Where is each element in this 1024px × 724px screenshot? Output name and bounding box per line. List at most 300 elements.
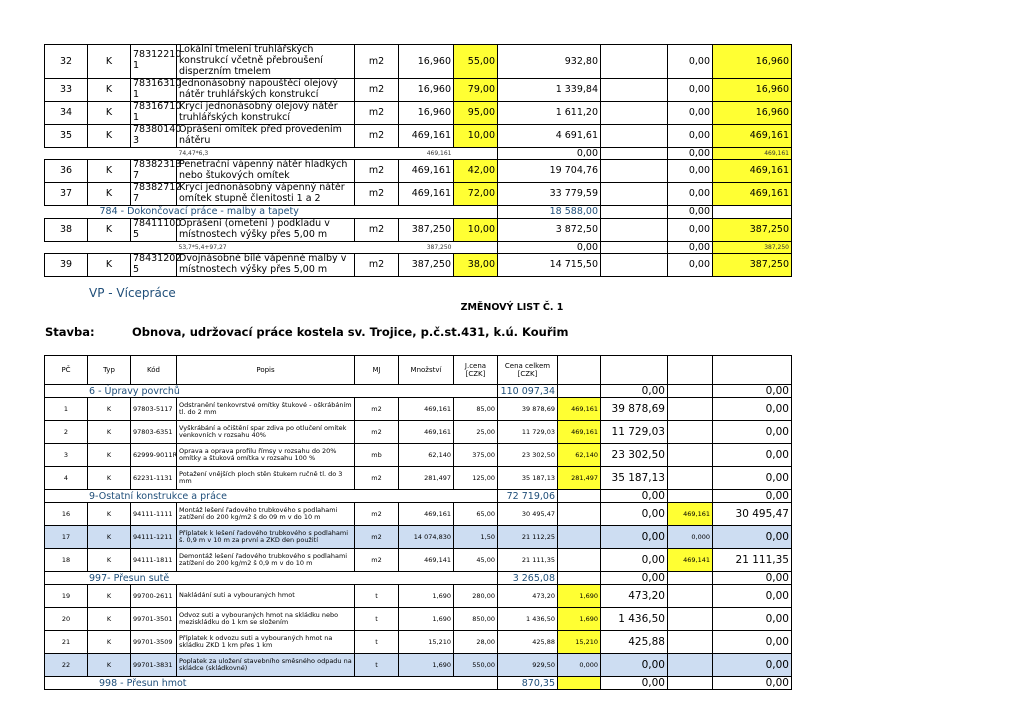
item-total: 4 691,61 bbox=[498, 124, 601, 147]
item-type: K bbox=[88, 101, 131, 124]
item-highlight-qty: 16,960 bbox=[713, 101, 792, 124]
table-row bbox=[45, 526, 792, 549]
header-pc: PČ bbox=[45, 356, 88, 385]
item-highlight-qty: 469,161 bbox=[558, 421, 601, 444]
table-row bbox=[45, 398, 792, 421]
item-empty bbox=[601, 218, 668, 241]
item-code: 78411100 5 bbox=[131, 218, 177, 241]
header-popis: Popis bbox=[177, 356, 355, 385]
calc-value-2: 0,00 bbox=[668, 241, 713, 253]
item-unit-price: 55,00 bbox=[454, 45, 498, 79]
item-type: K bbox=[88, 585, 131, 608]
item-quantity: 469,161 bbox=[399, 182, 454, 205]
item-number: 20 bbox=[45, 608, 88, 631]
item-description: Poplatek za uložení stavebního směsného odpadu na skládce (skládkovné) bbox=[177, 654, 355, 677]
item-unit: t bbox=[355, 585, 399, 608]
item-number: 19 bbox=[45, 585, 88, 608]
item-total: 1 611,20 bbox=[498, 101, 601, 124]
item-change-total: 0,00 bbox=[601, 526, 668, 549]
item-quantity: 62,140 bbox=[399, 444, 454, 467]
item-unit-price: 10,00 bbox=[454, 218, 498, 241]
item-highlight-qty: 16,960 bbox=[713, 45, 792, 79]
item-unit-price: 72,00 bbox=[454, 182, 498, 205]
item-description: Krycí jednonásobný olejový nátěr truhlářských konstrukcí bbox=[177, 101, 355, 124]
item-change-total: 0,00 bbox=[601, 503, 668, 526]
item-total: 23 302,50 bbox=[498, 444, 558, 467]
section-empty bbox=[713, 205, 792, 218]
item-empty bbox=[558, 549, 601, 572]
item-unit-price: 550,00 bbox=[454, 654, 498, 677]
item-code: 62999-9011R bbox=[131, 444, 177, 467]
item-change-total: 1 436,50 bbox=[601, 608, 668, 631]
item-unit-price: 45,00 bbox=[454, 549, 498, 572]
header-kod: Kód bbox=[131, 356, 177, 385]
top-items-table bbox=[44, 44, 792, 277]
item-final-total: 0,00 bbox=[713, 585, 792, 608]
item-type: K bbox=[88, 631, 131, 654]
item-quantity: 469,141 bbox=[399, 549, 454, 572]
section-final: 0,00 bbox=[713, 490, 792, 503]
header-typ: Typ bbox=[88, 356, 131, 385]
item-unit-price: 25,00 bbox=[454, 421, 498, 444]
item-unit-price: 95,00 bbox=[454, 101, 498, 124]
item-total: 39 878,69 bbox=[498, 398, 558, 421]
item-quantity: 281,497 bbox=[399, 467, 454, 490]
table-row bbox=[45, 218, 792, 241]
calc-quantity: 469,161 bbox=[426, 149, 452, 157]
item-code: 78312210 1 bbox=[131, 45, 177, 79]
item-quantity: 16,960 bbox=[399, 101, 454, 124]
item-type: K bbox=[88, 549, 131, 572]
section-final: 0,00 bbox=[713, 385, 792, 398]
item-quantity: 469,161 bbox=[399, 421, 454, 444]
item-unit: m2 bbox=[355, 218, 399, 241]
item-empty bbox=[668, 421, 713, 444]
item-code: 99701-3831 bbox=[131, 654, 177, 677]
item-highlight-qty: 15,210 bbox=[558, 631, 601, 654]
item-total: 35 187,13 bbox=[498, 467, 558, 490]
section-row bbox=[45, 490, 792, 503]
item-final-total: 0,00 bbox=[713, 421, 792, 444]
section-empty bbox=[558, 490, 601, 503]
item-description: Odstranění tenkovrstvé omítky štukové - oškrábáním tl. do 2 mm bbox=[177, 398, 355, 421]
item-type: K bbox=[88, 444, 131, 467]
item-total: 33 779,59 bbox=[498, 182, 601, 205]
item-type: K bbox=[88, 421, 131, 444]
item-number: 38 bbox=[45, 218, 88, 241]
item-change-total: 23 302,50 bbox=[601, 444, 668, 467]
section-highlight bbox=[558, 677, 601, 690]
item-unit: t bbox=[355, 631, 399, 654]
item-type: K bbox=[88, 78, 131, 101]
item-number: 21 bbox=[45, 631, 88, 654]
item-final-total: 21 111,35 bbox=[713, 549, 792, 572]
table-row bbox=[45, 444, 792, 467]
item-description: Penetrační vápenný nátěr hladkých nebo štukových omítek bbox=[177, 159, 355, 182]
item-quantity: 469,161 bbox=[399, 124, 454, 147]
table-row bbox=[45, 45, 792, 79]
item-type: K bbox=[88, 124, 131, 147]
item-unit: m2 bbox=[355, 549, 399, 572]
section-label: 784 - Dokončovací práce - malby a tapety bbox=[99, 206, 299, 218]
item-unit: m2 bbox=[355, 398, 399, 421]
item-final-total: 0,00 bbox=[713, 398, 792, 421]
item-number: 34 bbox=[45, 101, 88, 124]
section-value-2: 0,00 bbox=[601, 490, 668, 503]
item-unit-price: 42,00 bbox=[454, 159, 498, 182]
item-unit-price: 79,00 bbox=[454, 78, 498, 101]
item-total: 425,88 bbox=[498, 631, 558, 654]
item-code: 94111-1111 bbox=[131, 503, 177, 526]
item-number: 18 bbox=[45, 549, 88, 572]
item-empty bbox=[668, 631, 713, 654]
item-change-total: 473,20 bbox=[601, 585, 668, 608]
item-total: 19 704,76 bbox=[498, 159, 601, 182]
item-code: 78380140 3 bbox=[131, 124, 177, 147]
table-row bbox=[45, 124, 792, 147]
table-row bbox=[45, 608, 792, 631]
item-unit-price: 38,00 bbox=[454, 253, 498, 276]
item-highlight-qty: 0,000 bbox=[558, 654, 601, 677]
section-empty bbox=[558, 385, 601, 398]
item-code: 78382313 7 bbox=[131, 159, 177, 182]
item-description: Příplatek k odvozu suti a vybouraných hmot na skládku ZKD 1 km přes 1 km bbox=[177, 631, 355, 654]
item-description: Lokální tmelení truhlářských konstrukcí včetně přebroušení disperzním tmelem bbox=[177, 45, 355, 79]
item-empty bbox=[601, 124, 668, 147]
header-empty bbox=[558, 356, 601, 385]
item-highlight-qty: 469,161 bbox=[668, 503, 713, 526]
item-type: K bbox=[88, 608, 131, 631]
item-unit: m2 bbox=[355, 253, 399, 276]
section-label: 998 - Přesun hmot bbox=[45, 677, 498, 690]
section-total: 3 265,08 bbox=[498, 572, 558, 585]
item-description: Nakládání suti a vybouraných hmot bbox=[177, 585, 355, 608]
calc-value-2: 0,00 bbox=[668, 147, 713, 159]
table-row bbox=[45, 503, 792, 526]
item-highlight-qty: 469,161 bbox=[713, 159, 792, 182]
item-code: 94111-1211 bbox=[131, 526, 177, 549]
section-label: 9-Ostatní konstrukce a práce bbox=[45, 490, 498, 503]
table-row bbox=[45, 421, 792, 444]
item-type: K bbox=[88, 182, 131, 205]
calc-empty bbox=[131, 147, 177, 159]
item-description: Montáž lešení řadového trubkového s podlahami zatížení do 200 kg/m2 š do 09 m v do 10 m bbox=[177, 503, 355, 526]
item-unit-price: 280,00 bbox=[454, 585, 498, 608]
table-row bbox=[45, 631, 792, 654]
item-total: 1 339,84 bbox=[498, 78, 601, 101]
item-code: 99701-3501 bbox=[131, 608, 177, 631]
item-total: 932,80 bbox=[498, 45, 601, 79]
item-code: 94111-1811 bbox=[131, 549, 177, 572]
item-type: K bbox=[88, 218, 131, 241]
section-row bbox=[45, 572, 792, 585]
calc-empty bbox=[454, 147, 498, 159]
item-final-total: 0,00 bbox=[713, 608, 792, 631]
item-value-2: 0,00 bbox=[668, 101, 713, 124]
item-final-total: 0,00 bbox=[713, 444, 792, 467]
item-number: 32 bbox=[45, 45, 88, 79]
item-total: 473,20 bbox=[498, 585, 558, 608]
item-total: 21 112,25 bbox=[498, 526, 558, 549]
stavba-value: Obnova, udržovací práce kostela sv. Trojice, p.č.st.431, k.ú. Kouřim bbox=[132, 325, 569, 339]
item-quantity: 14 074,830 bbox=[399, 526, 454, 549]
table-row bbox=[45, 467, 792, 490]
calc-empty bbox=[88, 241, 131, 253]
item-total: 1 436,50 bbox=[498, 608, 558, 631]
item-empty bbox=[668, 444, 713, 467]
item-unit: m2 bbox=[355, 526, 399, 549]
table-row bbox=[45, 549, 792, 572]
calc-empty bbox=[601, 147, 668, 159]
header-empty bbox=[668, 356, 713, 385]
section-value-2: 0,00 bbox=[601, 385, 668, 398]
item-quantity: 15,210 bbox=[399, 631, 454, 654]
item-highlight-qty: 16,960 bbox=[713, 78, 792, 101]
calc-empty bbox=[355, 241, 399, 253]
item-unit-price: 850,00 bbox=[454, 608, 498, 631]
section-empty bbox=[668, 490, 713, 503]
item-quantity: 16,960 bbox=[399, 78, 454, 101]
calc-quantity: 387,250 bbox=[426, 243, 452, 251]
item-value-2: 0,00 bbox=[668, 45, 713, 79]
section-row bbox=[45, 385, 792, 398]
item-empty bbox=[558, 503, 601, 526]
item-total: 929,50 bbox=[498, 654, 558, 677]
calc-empty bbox=[131, 241, 177, 253]
header-empty bbox=[713, 356, 792, 385]
section-row bbox=[45, 677, 792, 690]
item-description: Demontáž lešení řadového trubkového s podlahami zatížení do 200 kg/m2 š 0,9 m v do 10 m bbox=[177, 549, 355, 572]
item-code: 62231-1131 bbox=[131, 467, 177, 490]
section-value-2: 0,00 bbox=[668, 205, 713, 218]
calc-empty bbox=[454, 241, 498, 253]
calc-total: 0,00 bbox=[498, 147, 601, 159]
item-value-2: 0,00 bbox=[668, 218, 713, 241]
item-change-total: 425,88 bbox=[601, 631, 668, 654]
item-unit: m2 bbox=[355, 101, 399, 124]
item-highlight-qty: 469,141 bbox=[668, 549, 713, 572]
item-highlight-qty: 469,161 bbox=[713, 124, 792, 147]
item-type: K bbox=[88, 467, 131, 490]
table-row bbox=[45, 654, 792, 677]
item-unit: m2 bbox=[355, 503, 399, 526]
item-empty bbox=[668, 398, 713, 421]
item-total: 3 872,50 bbox=[498, 218, 601, 241]
section-total: 870,35 bbox=[498, 677, 558, 690]
item-description: Vyškrábání a očištění spar zdiva po otlučení omítek venkovních v rozsahu 40% bbox=[177, 421, 355, 444]
item-code: 78316710 1 bbox=[131, 101, 177, 124]
item-unit: m2 bbox=[355, 45, 399, 79]
section-label: 6 - Úpravy povrchů bbox=[45, 385, 498, 398]
item-unit-price: 1,50 bbox=[454, 526, 498, 549]
header-mj: MJ bbox=[355, 356, 399, 385]
calc-formula: 74,47*6,3 bbox=[178, 149, 209, 157]
item-code: 97803-6351 bbox=[131, 421, 177, 444]
table-row bbox=[45, 585, 792, 608]
item-code: 97803-5117 bbox=[131, 398, 177, 421]
item-type: K bbox=[88, 526, 131, 549]
item-empty bbox=[601, 253, 668, 276]
item-type: K bbox=[88, 398, 131, 421]
item-change-total: 39 878,69 bbox=[601, 398, 668, 421]
calc-empty bbox=[88, 147, 131, 159]
item-number: 1 bbox=[45, 398, 88, 421]
item-empty bbox=[668, 585, 713, 608]
item-final-total: 30 495,47 bbox=[713, 503, 792, 526]
item-description: Oprášení (ometení ) podkladu v místnostech výšky přes 5,00 m bbox=[177, 218, 355, 241]
item-change-total: 11 729,03 bbox=[601, 421, 668, 444]
calc-row bbox=[45, 241, 792, 253]
item-number: 39 bbox=[45, 253, 88, 276]
change-sheet-title: ZMĚNOVÝ LIST Č. 1 bbox=[460, 302, 564, 313]
table-row bbox=[45, 182, 792, 205]
header-cena-celkem: Cena celkem [CZK] bbox=[498, 356, 558, 385]
item-empty bbox=[601, 159, 668, 182]
section-empty bbox=[668, 385, 713, 398]
item-type: K bbox=[88, 654, 131, 677]
item-final-total: 0,00 bbox=[713, 654, 792, 677]
section-empty bbox=[601, 205, 668, 218]
section-label: 997- Přesun sutě bbox=[45, 572, 498, 585]
section-empty bbox=[558, 572, 601, 585]
table-row bbox=[45, 78, 792, 101]
item-highlight-qty: 281,497 bbox=[558, 467, 601, 490]
calc-row bbox=[45, 147, 792, 159]
item-code: 78316310 1 bbox=[131, 78, 177, 101]
table-row bbox=[45, 253, 792, 276]
section-row bbox=[45, 205, 792, 218]
item-empty bbox=[601, 78, 668, 101]
item-unit: m2 bbox=[355, 159, 399, 182]
section-total: 18 588,00 bbox=[498, 205, 601, 218]
item-number: 3 bbox=[45, 444, 88, 467]
item-quantity: 1,690 bbox=[399, 608, 454, 631]
calc-total: 0,00 bbox=[498, 241, 601, 253]
item-code: 99701-3509 bbox=[131, 631, 177, 654]
item-code: 78431202 5 bbox=[131, 253, 177, 276]
item-type: K bbox=[88, 253, 131, 276]
item-value-2: 0,00 bbox=[668, 159, 713, 182]
item-unit-price: 10,00 bbox=[454, 124, 498, 147]
item-total: 30 495,47 bbox=[498, 503, 558, 526]
item-number: 37 bbox=[45, 182, 88, 205]
item-type: K bbox=[88, 159, 131, 182]
item-description: Potažení vnějších ploch stěn štukem ručně tl. do 3 mm bbox=[177, 467, 355, 490]
calc-highlight: 387,250 bbox=[713, 241, 792, 253]
item-unit-price: 85,00 bbox=[454, 398, 498, 421]
item-unit-price: 65,00 bbox=[454, 503, 498, 526]
calc-empty bbox=[45, 147, 88, 159]
section-value-2: 0,00 bbox=[601, 677, 668, 690]
section-final: 0,00 bbox=[713, 572, 792, 585]
item-quantity: 387,250 bbox=[399, 253, 454, 276]
item-total: 21 111,35 bbox=[498, 549, 558, 572]
item-number: 35 bbox=[45, 124, 88, 147]
item-number: 33 bbox=[45, 78, 88, 101]
header-jcena: J.cena [CZK] bbox=[454, 356, 498, 385]
item-number: 17 bbox=[45, 526, 88, 549]
item-total: 14 715,50 bbox=[498, 253, 601, 276]
item-number: 2 bbox=[45, 421, 88, 444]
item-quantity: 1,690 bbox=[399, 654, 454, 677]
item-description: Oprášení omítek před provedením nátěru bbox=[177, 124, 355, 147]
table-row bbox=[45, 101, 792, 124]
calc-empty bbox=[601, 241, 668, 253]
item-value-2: 0,00 bbox=[668, 182, 713, 205]
item-empty bbox=[601, 182, 668, 205]
item-value-2: 0,00 bbox=[668, 124, 713, 147]
item-total: 11 729,03 bbox=[498, 421, 558, 444]
item-quantity: 387,250 bbox=[399, 218, 454, 241]
item-highlight-qty: 62,140 bbox=[558, 444, 601, 467]
item-change-total: 35 187,13 bbox=[601, 467, 668, 490]
item-quantity: 1,690 bbox=[399, 585, 454, 608]
item-unit: m2 bbox=[355, 78, 399, 101]
item-unit-price: 125,00 bbox=[454, 467, 498, 490]
item-empty bbox=[668, 608, 713, 631]
section-empty bbox=[668, 677, 713, 690]
item-description: Dvojnásobné bílé vápenné malby v místnostech výšky přes 5,00 m bbox=[177, 253, 355, 276]
item-highlight-qty: 387,250 bbox=[713, 253, 792, 276]
item-highlight-qty: 387,250 bbox=[713, 218, 792, 241]
item-quantity: 469,161 bbox=[399, 398, 454, 421]
item-unit: m2 bbox=[355, 124, 399, 147]
item-type: K bbox=[88, 503, 131, 526]
item-value-2: 0,00 bbox=[668, 78, 713, 101]
calc-highlight: 469,161 bbox=[713, 147, 792, 159]
item-highlight-qty: 0,000 bbox=[668, 526, 713, 549]
item-unit: t bbox=[355, 654, 399, 677]
calc-empty bbox=[45, 241, 88, 253]
item-number: 4 bbox=[45, 467, 88, 490]
item-number: 16 bbox=[45, 503, 88, 526]
section-total: 72 719,06 bbox=[498, 490, 558, 503]
section-value-2: 0,00 bbox=[601, 572, 668, 585]
item-change-total: 0,00 bbox=[601, 654, 668, 677]
item-unit: m2 bbox=[355, 467, 399, 490]
item-highlight-qty: 469,161 bbox=[558, 398, 601, 421]
item-empty bbox=[558, 526, 601, 549]
item-unit: t bbox=[355, 608, 399, 631]
item-unit-price: 28,00 bbox=[454, 631, 498, 654]
item-quantity: 469,161 bbox=[399, 159, 454, 182]
item-final-total: 0,00 bbox=[713, 526, 792, 549]
item-final-total: 0,00 bbox=[713, 631, 792, 654]
section-final: 0,00 bbox=[713, 677, 792, 690]
change-items-table bbox=[44, 355, 792, 690]
item-number: 36 bbox=[45, 159, 88, 182]
item-description: Oprava a oprava profilu římsy v rozsahu do 20% omítky a štuková omítka v rozsahu 100 % bbox=[177, 444, 355, 467]
item-final-total: 0,00 bbox=[713, 467, 792, 490]
item-empty bbox=[668, 654, 713, 677]
table-header-row bbox=[45, 356, 792, 385]
item-number: 22 bbox=[45, 654, 88, 677]
calc-empty bbox=[355, 147, 399, 159]
item-empty bbox=[668, 467, 713, 490]
section-total: 110 097,34 bbox=[498, 385, 558, 398]
item-unit-price: 375,00 bbox=[454, 444, 498, 467]
item-type: K bbox=[88, 45, 131, 79]
item-change-total: 0,00 bbox=[601, 549, 668, 572]
item-value-2: 0,00 bbox=[668, 253, 713, 276]
item-description: Odvoz suti a vybouraných hmot na skládku nebo meziskládku do 1 km se složením bbox=[177, 608, 355, 631]
calc-formula: 53,7*5,4+97,27 bbox=[178, 243, 227, 251]
item-highlight-qty: 1,690 bbox=[558, 608, 601, 631]
item-highlight-qty: 1,690 bbox=[558, 585, 601, 608]
item-unit: m2 bbox=[355, 421, 399, 444]
item-code: 78382712 7 bbox=[131, 182, 177, 205]
item-description: Krycí jednonásobný vápenný nátěr omítek stupně členitosti 1 a 2 bbox=[177, 182, 355, 205]
